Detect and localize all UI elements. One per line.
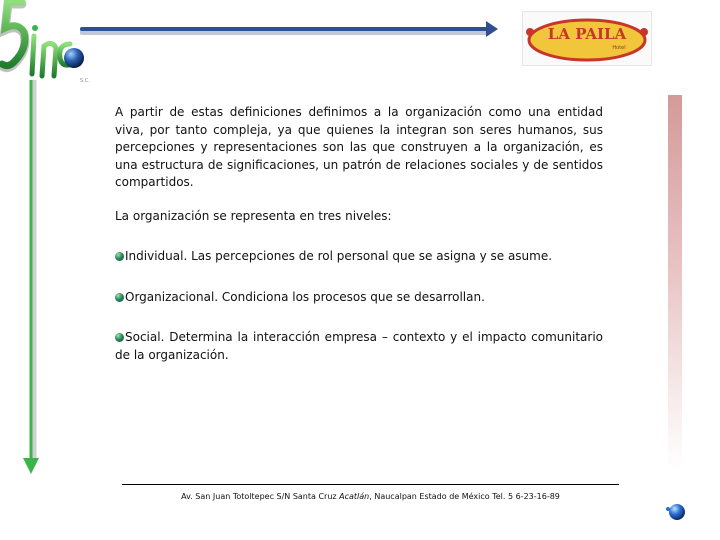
bullet-icon <box>115 252 124 261</box>
bullet-text-individual: Individual. Las percepciones de rol personal que se asigna y se asume. <box>125 249 553 263</box>
list-item <box>115 329 603 364</box>
la-paila-logo-subtitle: Hotel <box>612 45 626 51</box>
sinco-logo <box>0 0 92 110</box>
la-paila-logo <box>522 11 652 66</box>
slide-content <box>115 104 603 387</box>
list-item <box>115 248 603 266</box>
footer-address-post: , Naucalpan Estado de México Tel. 5 6-23-16-89 <box>369 492 560 501</box>
footer-divider <box>122 484 619 485</box>
list-item <box>115 289 603 307</box>
intro-paragraph: A partir de estas definiciones definimos a la organización como una entidad viva, por tanto compleja, ya que quienes la integran son seres humanos, sus percepciones y representaciones son las que construyen a la organización, es una estructura de significaciones, un patrón de relaciones sociales y de sentidos compartidos. <box>115 105 603 189</box>
top-arrow-decoration <box>80 18 500 42</box>
sinco-logo-small-text: S.C. <box>80 78 90 84</box>
footer-address-pre: Av. San Juan Totoltepec S/N Santa Cruz <box>181 492 340 501</box>
bullet-text-organizacional: Organizacional. Condiciona los procesos que se desarrollan. <box>125 289 485 304</box>
corner-ball-icon <box>664 501 686 523</box>
footer-address <box>122 492 619 501</box>
side-arrow-decoration <box>18 78 46 478</box>
bullet-icon <box>115 333 124 342</box>
bullet-text-social: Social. Determina la interacción empresa – contexto y el impacto comunitario de la organización. <box>115 330 603 362</box>
levels-paragraph: La organización se representa en tres niveles: <box>115 208 392 223</box>
bullet-icon <box>115 293 124 302</box>
right-decorative-bar <box>668 95 682 470</box>
la-paila-logo-title: LA PAILA <box>547 25 627 43</box>
footer-address-italic: Acatlán <box>339 492 370 501</box>
